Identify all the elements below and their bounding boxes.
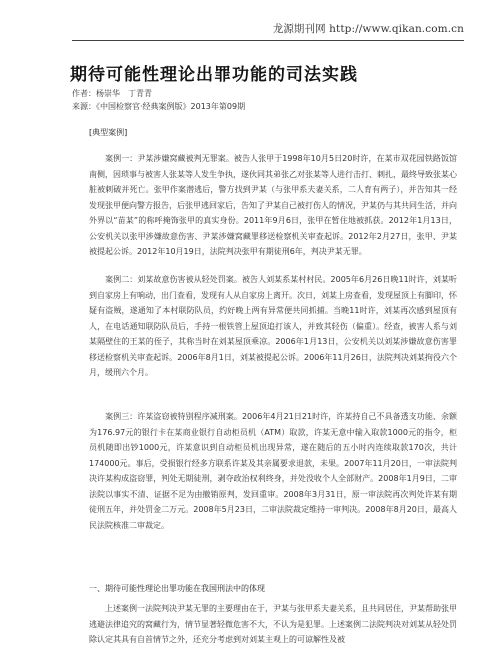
part-one-paragraph: 上述案例一法院判决尹某无罪的主要理由在于，尹某与张甲系夫妻关系，且共同居住，尹某帮助张甲逃避法律追究的窝藏行为，情节显著轻微危害不大，不认为是犯罪。上述案例二法院判决对刘某从轻处罚除认定其具有自首情节之外，还充分考虑到对刘某主观上的可谅解性及被 bbox=[89, 604, 457, 644]
header-divider bbox=[72, 40, 464, 41]
article-title: 期待可能性理论出罪功能的司法实践 bbox=[70, 65, 358, 85]
section-heading-typical-cases: [典型案例] bbox=[89, 128, 128, 137]
site-header: 龙源期刊网 http://www.qikan.com.cn bbox=[272, 23, 464, 35]
case-three-paragraph: 案例三：许某盗窃被特别程序减刑案。2006年4月21日21时许，许某持自己不具备透支功能、余额为176.97元的银行卡在某商业银行自动柜员机（ATM）取款，许某无意中输入取款1000元的指令，柜员机随即出钞1000元，许某意识到自动柜员机出现异常，遂在随后的五小时内连续取款170次，共计174000元。事后，受损银行经多方联系许某及其亲属要求退款，未果。2007年11月20日，一审法院判决许某构成盗窃罪，判处无期徒刑，剥夺政治权利终身，并处没收个人全部财产。2008年1月9日，二审法院以事实不清、证据不足为由撤销原判，发回重审。2008年3月31日，原一审法院再次判处许某有期徒刑五年，并处罚金二万元。2008年5月23日，二审法院裁定维持一审判决。2008年8月20日，最高人民法院核准二审裁定。 bbox=[89, 412, 457, 530]
part-one-heading: 一、期待可能性理论出罪功能在我国刑法中的体现 bbox=[89, 584, 265, 593]
case-two-paragraph: 案例二：刘某故意伤害被从轻处罚案。被告人刘某系某村村民。2005年6月26日晚11时许，刘某听到自家房上有响动，出门查看，发现有人从自家房上离开。次日，刘某上房查看，发现屋顶上有脚印，怀疑有盗贼，遂通知了本村联防队员，约好晚上两有异常便共同抓捕。当晚11时许，刘某再次感到屋顶有人，在电话通知联防队员后，手持一根铁管上屋顶追打该人，并致其轻伤（偏重）。经查，被害人系与刘某隔壁住的王某的侄子，其称当时在刘某屋顶乘凉。2006年1月13日，公安机关以刘某涉嫌故意伤害罪移送检察机关审查起诉。2006年8月1日，刘某被提起公诉。2006年11月26日，法院判决刘某拘役六个月，缓刑六个月。 bbox=[89, 275, 457, 377]
article-source: 来源：《中国检察官·经典案例版》2013年第09期 bbox=[72, 102, 246, 111]
article-author: 作者：杨崇华 丁青青 bbox=[72, 89, 152, 98]
case-one-paragraph: 案例一：尹某涉嫌窝藏被判无罪案。被告人张甲于1998年10月5日20时许，在某市双花园铁路饭馆南侧，因琐事与被害人张某等人发生争执，遂伙同其弟张乙对张某等人进行击打、刺扎，最终导致张某心脏被刺破并死亡。张甲作案潜逃后，警方找到尹某（与张甲系夫妻关系，二人育有两子），并告知其一经发现张甲便向警方报告，后张甲逃回家后，告知了尹某自己被打伤人的情况，尹某仍与其共同生活，并向外界以“苗某”的称呼掩饰张甲的真实身份。2011年9月6日，张甲在暂住地被抓获。2012年1月13日，公安机关以张甲涉嫌故意伤害、尹某涉嫌窝藏罪移送检察机关审查起诉。2012年2月27日，张甲、尹某被提起公诉。2012年10月19日，法院判决张甲有期徒刑6年，判决尹某无罪。 bbox=[89, 154, 457, 256]
